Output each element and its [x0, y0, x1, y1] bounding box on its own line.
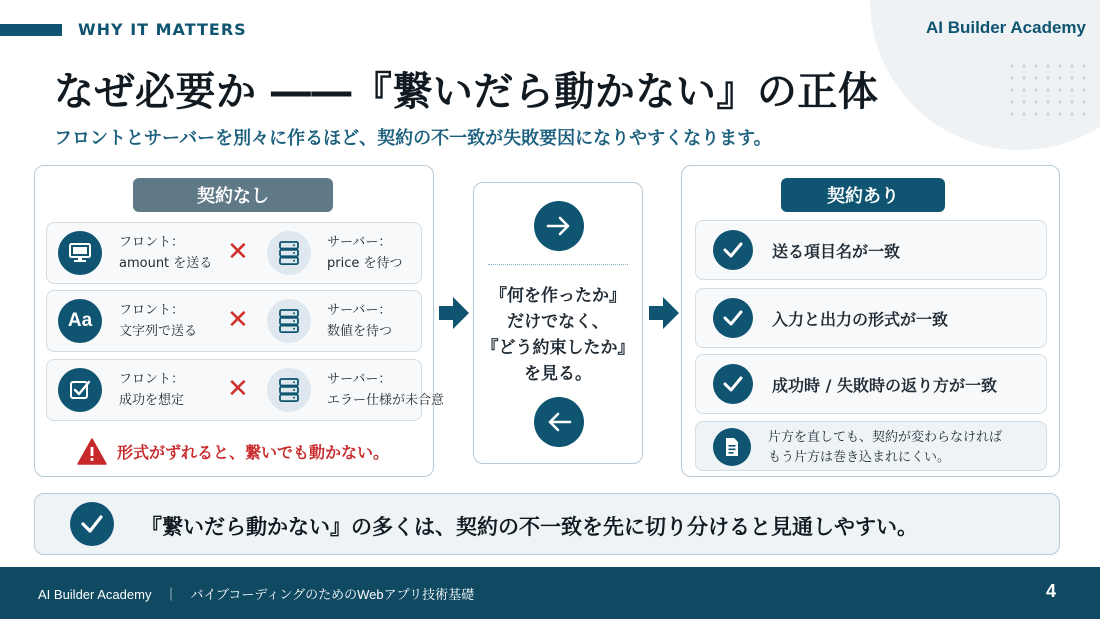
page-title: なぜ必要か ――『繋いだら動かない』の正体: [54, 69, 879, 115]
front-text: [119, 369, 184, 411]
mismatch-row: [46, 290, 422, 352]
note-box: [695, 421, 1047, 471]
section-label: WHY IT MATTERS: [78, 20, 247, 39]
perspective-line: だけでなく、: [507, 312, 609, 332]
summary-text: 『繋いだら動かない』の多くは、契約の不一致を先に切り分けると見通しやすい。: [141, 515, 918, 539]
front-value: 成功を想定: [119, 393, 185, 408]
check-circle-icon: [713, 230, 753, 270]
agreement-row: [695, 354, 1047, 414]
with-contract-panel: [681, 165, 1060, 477]
check-circle-icon: [713, 364, 753, 404]
text-format-icon: Aa: [58, 299, 102, 343]
flow-arrow-icon: [438, 296, 470, 330]
server-label: サーバー：: [327, 372, 392, 387]
note-line: もう片方は巻き込まれにくい。: [768, 450, 951, 465]
dotted-divider: [488, 264, 628, 265]
server-text: [327, 300, 392, 342]
monitor-icon: [58, 231, 102, 275]
server-label: サーバー：: [327, 235, 392, 250]
front-text: [119, 300, 197, 342]
server-icon: [267, 299, 311, 343]
agreement-row: [695, 220, 1047, 280]
note-text: [768, 428, 1002, 468]
arrow-right-icon: [534, 201, 584, 251]
front-label: フロント：: [119, 303, 185, 318]
note-line: 片方を直しても、契約が変わらなければ: [768, 430, 1003, 445]
decorative-dot-grid: [1006, 60, 1086, 124]
server-value: 数値を待つ: [327, 324, 393, 339]
perspective-line: 『何を作ったか』: [490, 286, 626, 306]
check-circle-icon: [70, 502, 114, 546]
perspective-line: を見る。: [524, 364, 592, 384]
server-value: エラー仕様が未合意: [327, 393, 445, 408]
perspective-line: 『どう約束したか』: [481, 338, 635, 358]
server-icon: [267, 231, 311, 275]
front-label: フロント：: [119, 235, 185, 250]
front-value: 文字列で送る: [119, 324, 198, 339]
page-subtitle: フロントとサーバーを別々に作るほど、契約の不一致が失敗要因になりやすくなります。: [54, 128, 772, 149]
server-text: [327, 369, 444, 411]
agreement-row: [695, 288, 1047, 348]
summary-banner: [34, 493, 1060, 555]
perspective-text: [474, 283, 642, 387]
server-icon: [267, 368, 311, 412]
with-contract-heading: 契約あり: [781, 178, 945, 212]
server-label: サーバー：: [327, 303, 392, 318]
server-value: price を待つ: [327, 256, 403, 271]
flow-arrow-icon: [648, 296, 680, 330]
brand-name: AI Builder Academy: [926, 18, 1086, 37]
front-text: [119, 232, 212, 274]
mismatch-x-icon: ✕: [227, 237, 249, 267]
page-number: 4: [1045, 581, 1056, 601]
mismatch-row: [46, 222, 422, 284]
footer: [0, 567, 1100, 619]
mismatch-x-icon: ✕: [227, 305, 249, 335]
document-icon: [713, 428, 751, 466]
front-value: amount を送る: [119, 256, 213, 271]
warning-message: [77, 438, 389, 465]
check-circle-icon: [713, 298, 753, 338]
arrow-left-icon: [534, 397, 584, 447]
agreement-label: 入力と出力の形式が一致: [772, 310, 949, 329]
no-contract-panel: [34, 165, 445, 477]
warning-icon: [77, 438, 107, 465]
warning-text: 形式がずれると、繋いでも動かない。: [117, 443, 390, 462]
mismatch-row: [46, 359, 445, 421]
no-contract-heading: 契約なし: [133, 178, 333, 212]
agreement-label: 成功時 / 失敗時の返り方が一致: [772, 376, 997, 395]
footer-course-title: AI Builder Academy ｜ バイブコーディングのためのWebアプリ技術基礎: [38, 587, 475, 602]
agreement-label: 送る項目名が一致: [772, 242, 901, 261]
server-text: [327, 232, 403, 274]
checkbox-icon: [58, 368, 102, 412]
front-label: フロント：: [119, 372, 185, 387]
perspective-panel: [473, 182, 643, 464]
section-accent-bar: [0, 24, 62, 36]
mismatch-x-icon: ✕: [227, 374, 249, 404]
